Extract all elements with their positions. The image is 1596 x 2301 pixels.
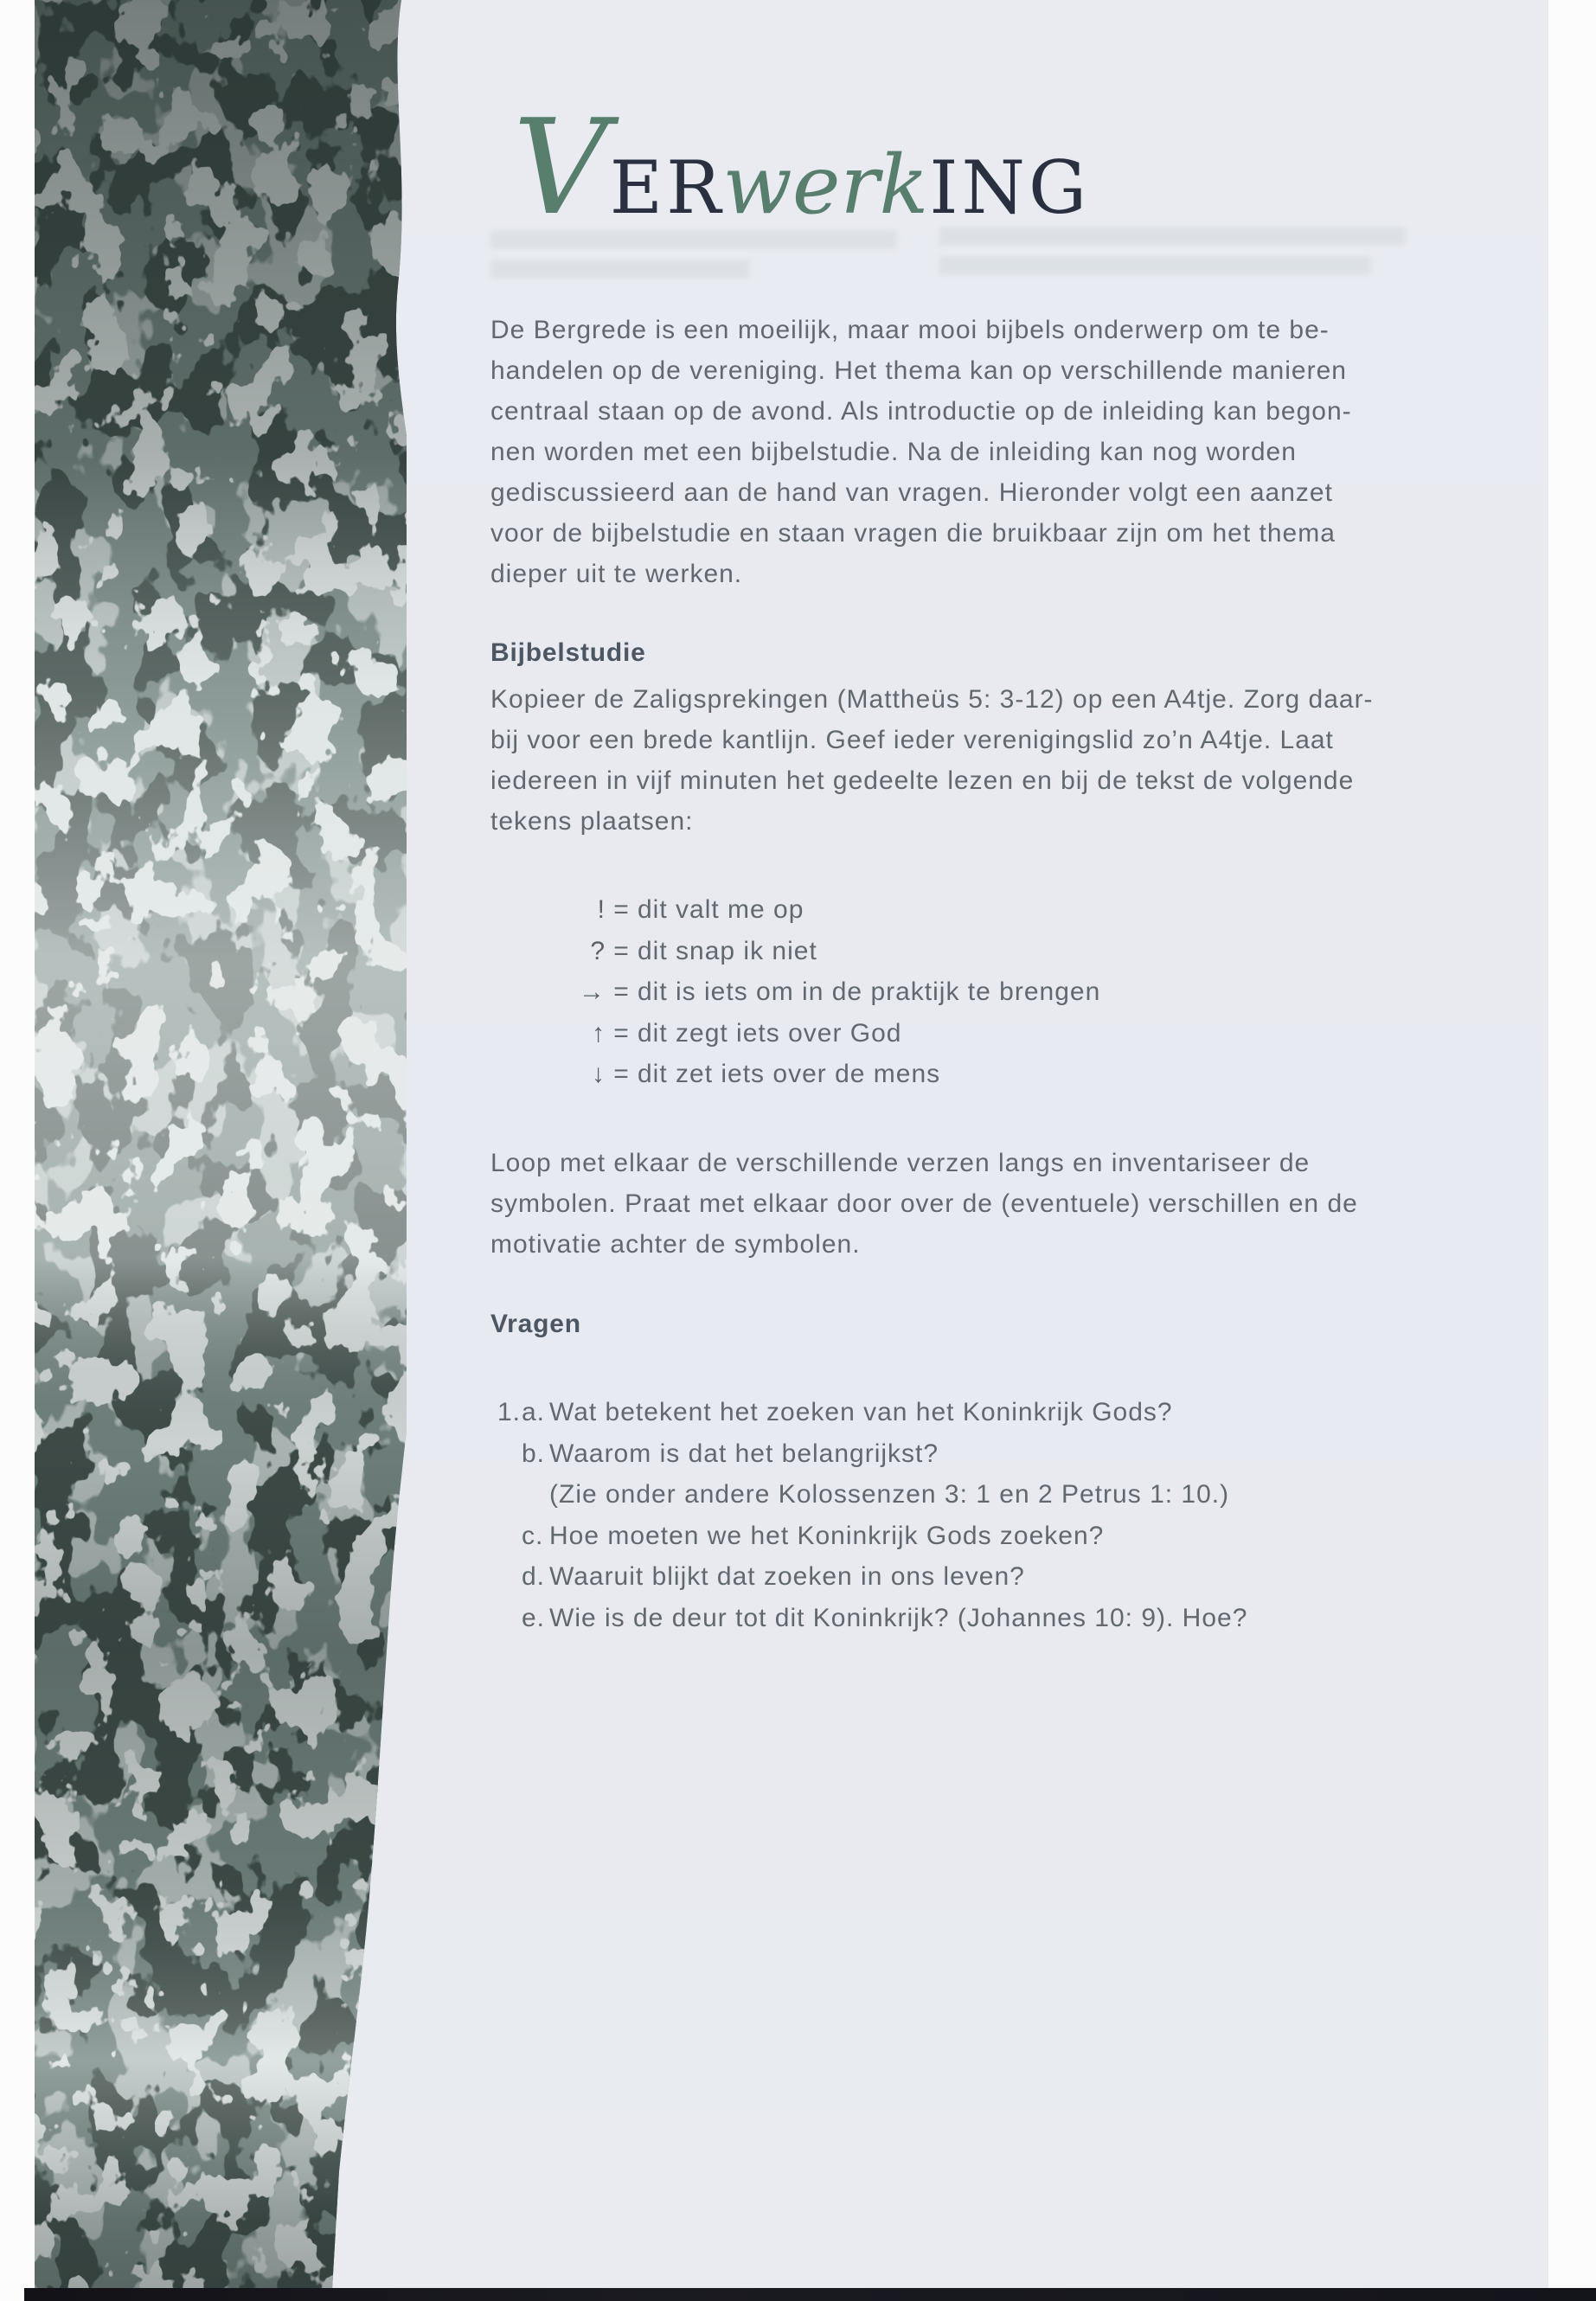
list-item-cell: c. [522, 1521, 544, 1550]
text-line: tekens plaatsen: [490, 807, 694, 836]
list-item-cell: 1. [497, 1398, 522, 1426]
list-item-cell: = [613, 977, 630, 1006]
list-item-cell: b. [522, 1439, 546, 1468]
list-item-cell: dit snap ik niet [638, 936, 817, 965]
list-item-cell: a. [522, 1398, 546, 1426]
list-item-cell: (Zie onder andere Kolossenzen 3: 1 en 2 Petrus 1: 10.) [549, 1480, 1230, 1509]
list-item [497, 1556, 1484, 1598]
title-letters-ing: ING [929, 145, 1091, 230]
list-item-cell [522, 1474, 549, 1516]
title-letter-v: V [513, 91, 608, 244]
list-item-cell [497, 1433, 522, 1475]
list-item-cell: e. [522, 1603, 546, 1632]
bleed-through-text [939, 256, 1371, 275]
text-line: gediscussieerd aan de hand van vragen. Hieronder volgt een aanzet [490, 478, 1333, 507]
list-item [497, 1433, 1484, 1475]
text-line: dieper uit te werken. [490, 560, 743, 588]
bijbelstudie-heading: Bijbelstudie [490, 638, 646, 667]
text-line: handelen op de vereniging. Het thema kan op verschillende manieren [490, 356, 1347, 385]
list-item-cell: = [613, 895, 630, 924]
list-item-cell: dit valt me op [638, 895, 804, 924]
text-line: nen worden met een bijbelstudie. Na de inleiding kan nog worden [490, 438, 1297, 466]
intro-paragraph [490, 310, 1477, 594]
book-edge-shadow [24, 2288, 1596, 2301]
text-line: voor de bijbelstudie en staan vragen die bruikbaar zijn om het thema [490, 519, 1336, 548]
title-letters-er: ER [609, 145, 725, 230]
list-item [573, 1013, 1559, 1054]
text-line: centraal staan op de avond. Als introductie op de inleiding kan begon- [490, 397, 1352, 426]
closing-paragraph [490, 1143, 1477, 1265]
list-item [573, 1054, 1559, 1095]
bleed-through-text [490, 230, 897, 249]
list-item [497, 1474, 1484, 1516]
text-line: Kopieer de Zaligsprekingen (Mattheüs 5: 3-12) op een A4tje. Zorg daar- [490, 685, 1374, 714]
list-item-cell: ! [597, 895, 606, 924]
text-line: symbolen. Praat met elkaar door over de (eventuele) verschillen en de [490, 1189, 1358, 1218]
bleed-through-text [939, 227, 1406, 246]
text-line: motivatie achter de symbolen. [490, 1230, 861, 1259]
list-item-cell: ↓ [592, 1060, 606, 1088]
list-item [573, 971, 1559, 1013]
list-item-cell [497, 1556, 522, 1598]
list-item-cell [497, 1516, 522, 1557]
list-item-cell [497, 1598, 522, 1639]
list-item-cell: ↑ [592, 1018, 606, 1048]
list-item-cell: dit is iets om in de praktijk te brengen [638, 977, 1101, 1006]
list-item [573, 931, 1559, 972]
list-item-cell: Wie is de deur tot dit Koninkrijk? (Johannes 10: 9). Hoe? [549, 1603, 1248, 1632]
list-item-cell: d. [522, 1562, 546, 1592]
questions-list [490, 1392, 1484, 1639]
list-item-cell: Wat betekent het zoeken van het Koninkrijk Gods? [549, 1398, 1173, 1426]
list-item-cell: Waaruit blijkt dat zoeken in ons leven? [549, 1562, 1025, 1592]
list-item [497, 1392, 1484, 1433]
text-line: De Bergrede is een moeilijk, maar mooi bijbels onderwerp om te be- [490, 316, 1330, 344]
vragen-heading: Vragen [490, 1310, 581, 1338]
text-line: Loop met elkaar de verschillende verzen langs en inventariseer de [490, 1149, 1311, 1177]
bleed-through-text [490, 260, 750, 279]
list-item-cell: → [579, 977, 606, 1006]
list-item-cell: ? [590, 936, 606, 965]
list-item-cell: = [613, 936, 630, 965]
page-title [513, 91, 1091, 244]
list-item-cell: Hoe moeten we het Koninkrijk Gods zoeken? [549, 1521, 1105, 1550]
list-item-cell [497, 1474, 522, 1516]
bijbelstudie-paragraph [490, 679, 1477, 842]
list-item [497, 1598, 1484, 1639]
title-letters-werk: werk [722, 138, 929, 233]
list-item-cell: Waarom is dat het belangrijkst? [549, 1439, 939, 1468]
list-item-cell: dit zegt iets over God [638, 1018, 902, 1048]
text-line: bij voor een brede kantlijn. Geef ieder verenigingslid zo’n A4tje. Laat [490, 726, 1334, 754]
list-item-cell: = [613, 1018, 630, 1048]
text-line: iedereen in vijf minuten het gedeelte lezen en bij de tekst de volgende [490, 766, 1355, 795]
symbols-legend [573, 889, 1559, 1095]
list-item-cell: = [613, 1060, 630, 1088]
list-item [573, 889, 1559, 931]
list-item [497, 1516, 1484, 1557]
list-item-cell: dit zet iets over de mens [638, 1060, 941, 1088]
